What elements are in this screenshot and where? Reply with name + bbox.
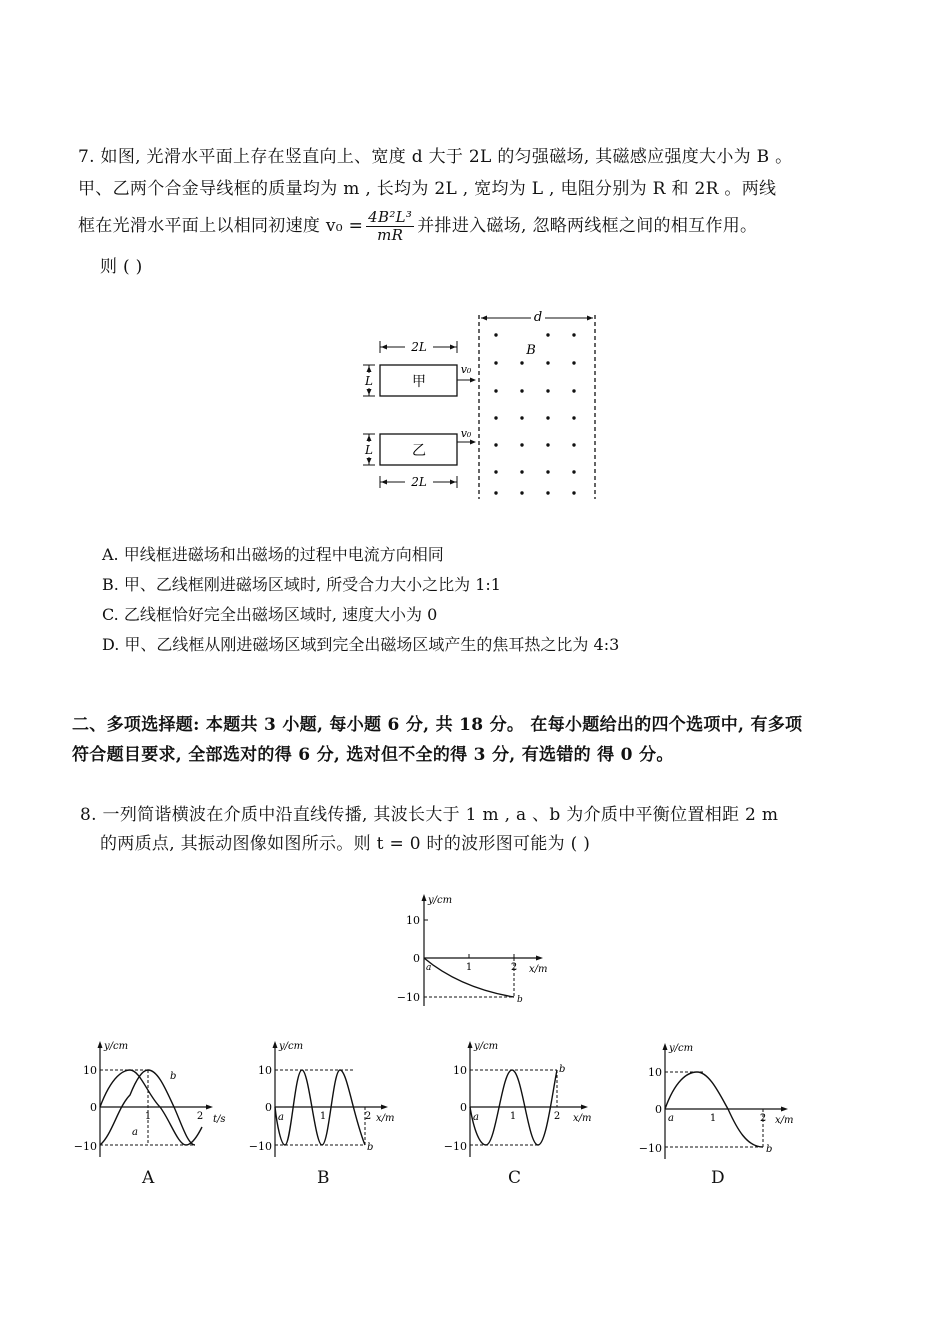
graph-A-label-a: a [132, 1127, 138, 1138]
q7-line3-pre: 框在光滑水平面上以相同初速度 v₀ = [78, 216, 364, 236]
graph-D-xlabel: x/m [775, 1115, 794, 1126]
graph-A-xtick-2: 2 [196, 1111, 204, 1122]
field-dot [546, 470, 549, 473]
width-label-bottom: L [365, 443, 373, 457]
field-dot [494, 361, 497, 364]
graph-C-xlabel: x/m [573, 1113, 592, 1124]
q7-option-a[interactable]: A. 甲线框进磁场和出磁场的过程中电流方向相同 [102, 545, 444, 564]
main-xtick-2: 2 [510, 962, 518, 973]
d-arrow-left [481, 316, 487, 321]
graph-B-label-a: a [278, 1112, 284, 1123]
main-ylabel: y/cm [428, 895, 453, 906]
q7-figure [350, 305, 610, 505]
field-dot [494, 443, 497, 446]
graph-A[interactable] [70, 1035, 240, 1160]
v0-fraction-denominator: mR [377, 226, 404, 244]
frame-yi-label: 乙 [412, 443, 426, 459]
graph-A-ytick-10: 10 [83, 1064, 97, 1077]
field-dot [546, 333, 549, 336]
field-dot [572, 491, 575, 494]
field-dot [546, 491, 549, 494]
main-ytick-10: 10 [406, 914, 420, 927]
graph-A-xtick-1: 1 [144, 1111, 152, 1122]
q8-line2: 的两质点, 其振动图像如图所示。则 t = 0 时的波形图可能为 ( ) [100, 834, 591, 854]
main-point-b: b [517, 995, 523, 1005]
graph-B-xtick-2: 2 [364, 1111, 372, 1122]
graph-B-ytick-10: 10 [258, 1064, 272, 1077]
field-dot [546, 416, 549, 419]
field-dot [494, 416, 497, 419]
q7-option-d[interactable]: D. 甲、乙线框从刚进磁场区域到完全出磁场区域产生的焦耳热之比为 4:3 [102, 635, 620, 654]
q7-line2: 甲、乙两个合金导线框的质量均为 m , 长均为 2L , 宽均为 L , 电阻分别为 R 和 2R 。两线 [78, 179, 777, 199]
section2-heading-line1: 二、多项选择题: 本题共 3 小题, 每小题 6 分, 共 18 分。 在每小题给出的四个选项中, 有多项 [72, 715, 803, 735]
graph-B-ytick-0: 0 [265, 1101, 272, 1114]
field-dot [572, 333, 575, 336]
section2-heading-line2: 符合题目要求, 全部选对的得 6 分, 选对但不全的得 3 分, 有选错的 得 0 分。 [72, 745, 674, 765]
graph-A-xlabel: t/s [213, 1114, 226, 1125]
q7-answer-blank: 则 ( ) [100, 257, 143, 277]
graph-C[interactable] [440, 1035, 610, 1160]
graph-D-letter[interactable]: D [711, 1168, 725, 1188]
field-dot [494, 333, 497, 336]
graph-A-ylabel: y/cm [104, 1041, 129, 1052]
graph-D-ytick-neg10: −10 [638, 1142, 662, 1155]
graph-C-ytick-10: 10 [453, 1064, 467, 1077]
graph-D[interactable] [635, 1037, 810, 1162]
graph-D-label-a: a [668, 1113, 674, 1124]
graph-B-ylabel: y/cm [279, 1041, 304, 1052]
q7-option-b[interactable]: B. 甲、乙线框刚进磁场区域时, 所受合力大小之比为 1:1 [102, 575, 501, 594]
graph-C-letter[interactable]: C [508, 1168, 522, 1188]
graph-C-ylabel: y/cm [474, 1041, 499, 1052]
graph-D-ytick-10: 10 [648, 1066, 662, 1079]
graph-D-xtick-1: 1 [709, 1113, 717, 1124]
main-ytick-neg10: −10 [396, 991, 420, 1004]
q7-line3 [78, 206, 757, 246]
frame-jia-label: 甲 [412, 374, 426, 390]
field-B-label: B [526, 343, 536, 358]
graph-A-label-b: b [170, 1071, 177, 1082]
d-label: d [533, 310, 543, 325]
field-dot [520, 389, 523, 392]
width-label-top: L [365, 374, 373, 388]
field-dot [520, 491, 523, 494]
graph-C-ytick-0: 0 [460, 1101, 467, 1114]
field-dot [520, 470, 523, 473]
field-dot [520, 361, 523, 364]
field-dot [520, 443, 523, 446]
main-xlabel: x/m [529, 964, 548, 975]
main-ytick-0: 0 [413, 952, 420, 965]
graph-A-ytick-0: 0 [90, 1101, 97, 1114]
q8-line1: 8. 一列简谐横波在介质中沿直线传播, 其波长大于 1 m , a 、b 为介质中平衡位置相距 2 m [80, 805, 779, 825]
q8-main-graph [390, 888, 570, 1008]
v0-fraction-numerator: 4B²L³ [368, 208, 413, 226]
field-dot [572, 361, 575, 364]
len-label-bottom: 2L [411, 475, 427, 489]
v0-fraction [366, 209, 414, 244]
q7-line1: 7. 如图, 光滑水平面上存在竖直向上、宽度 d 大于 2L 的匀强磁场, 其磁感应强度大小为 B 。 [78, 147, 793, 167]
graph-C-xtick-1: 1 [509, 1111, 517, 1122]
graph-D-ytick-0: 0 [655, 1103, 662, 1116]
q7-option-c[interactable]: C. 乙线框恰好完全出磁场区域时, 速度大小为 0 [102, 605, 438, 624]
main-xtick-1: 1 [465, 962, 473, 973]
graph-D-ylabel: y/cm [669, 1043, 694, 1054]
field-dot [520, 416, 523, 419]
graph-C-ytick-neg10: −10 [443, 1140, 467, 1153]
graph-B-xlabel: x/m [376, 1113, 395, 1124]
q7-line3-post: 并排进入磁场, 忽略两线框之间的相互作用。 [417, 216, 758, 236]
graph-B-xtick-1: 1 [319, 1111, 327, 1122]
graph-C-xtick-2: 2 [553, 1111, 561, 1122]
graph-B-letter[interactable]: B [317, 1168, 330, 1188]
graph-C-label-b: b [559, 1064, 566, 1075]
field-dot [572, 470, 575, 473]
field-dot [546, 361, 549, 364]
field-dot [572, 389, 575, 392]
graph-B-ytick-neg10: −10 [248, 1140, 272, 1153]
v0-label-bottom: v₀ [460, 427, 472, 440]
graph-B-label-b: b [367, 1142, 374, 1153]
graph-B[interactable] [245, 1035, 415, 1160]
graph-C-label-a: a [473, 1112, 479, 1123]
field-dot [494, 389, 497, 392]
graph-A-ytick-neg10: −10 [73, 1140, 97, 1153]
field-dot [494, 470, 497, 473]
field-dot [572, 416, 575, 419]
graph-D-label-b: b [766, 1144, 773, 1155]
field-dot [546, 389, 549, 392]
v0-label-top: v₀ [460, 363, 472, 376]
d-arrow-right [587, 316, 593, 321]
graph-A-letter[interactable]: A [142, 1168, 155, 1188]
field-dot [494, 491, 497, 494]
field-dot [572, 443, 575, 446]
main-point-a: a [426, 963, 432, 973]
field-dot [546, 443, 549, 446]
graph-D-xtick-2: 2 [759, 1113, 767, 1124]
len-label-top: 2L [411, 340, 427, 354]
